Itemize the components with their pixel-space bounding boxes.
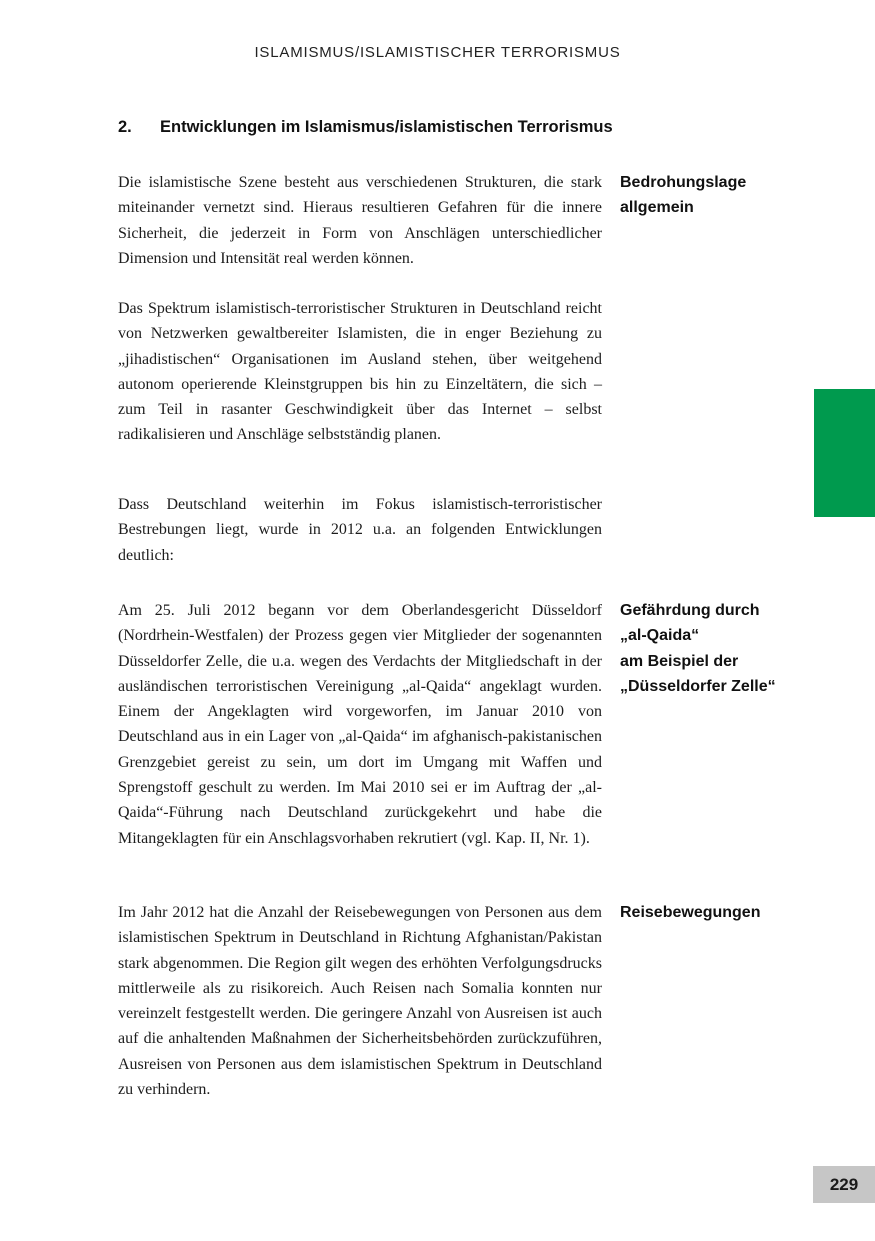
- body-paragraph: Im Jahr 2012 hat die Anzahl der Reisebewegungen von Personen aus dem islamistischen Spektrum in Deutschland in Richtung Afghanistan/Pakistan stark abgenommen. Die Region gilt wegen des erhöhten Verfolgungsdrucks mittlerweile als zu risikoreich. Auch Reisen nach Somalia konnten nur vereinzelt festgestellt werden. Die geringere Anzahl von Ausreisen ist auch auf die anhaltenden Maßnahmen der Sicherheitsbehörden zurückzuführen, Ausreisen von Personen aus dem islamistischen Spektrum in Deutschland zu verhindern.: [118, 904, 602, 1099]
- margin-note: [620, 598, 870, 699]
- margin-note: [620, 170, 870, 221]
- margin-note-line: „al-Qaida“: [620, 627, 700, 645]
- section-heading: [118, 118, 658, 137]
- section-title: Entwicklungen im Islamismus/islamistischen Terrorismus: [160, 118, 613, 136]
- margin-note-line: „Düsseldorfer Zelle“: [620, 677, 776, 695]
- page-number: 229: [829, 1174, 859, 1194]
- chapter-edge-tab: [814, 389, 875, 517]
- body-paragraph: Das Spektrum islamistisch-terroristischer Strukturen in Deutschland reicht von Netzwerken gewaltbereiter Islamisten, die in enger Beziehung zu „jihadistischen“ Organisationen im Ausland stehen, über weitgehend autonom operierende Kleinstgruppen bis hin zu Einzeltätern, die sich – zum Teil in rasanter Geschwindigkeit über das Internet – selbst radikalisieren und Anschläge selbstständig planen.: [118, 300, 602, 444]
- page-number-badge: [813, 1166, 875, 1203]
- margin-note-line: allgemein: [620, 199, 694, 217]
- body-paragraph: Dass Deutschland weiterhin im Fokus islamistisch-terroristischer Bestrebungen liegt, wurde in 2012 u.a. an folgenden Entwicklungen deutlich:: [118, 496, 602, 564]
- margin-note: [620, 900, 870, 925]
- body-paragraph: Am 25. Juli 2012 begann vor dem Oberlandesgericht Düsseldorf (Nordrhein-Westfalen) der Prozess gegen vier Mitglieder der sogenannten Düsseldorfer Zelle, die u.a. wegen des Verdachts der Mitgliedschaft in der ausländischen terroristischen Vereinigung „al-Qaida“ angeklagt wurden. Einem der Angeklagten wird vorgeworfen, im Januar 2010 von Deutschland aus in ein Lager von „al-Qaida“ im afghanisch-pakistanischen Grenzgebiet gereist zu sein, um dort im Umgang mit Waffen und Sprengstoff geschult zu werden. Im Mai 2010 sei er im Auftrag der „al-Qaida“-Führung nach Deutschland zurückgekehrt und habe die Mitangeklagten für ein Anschlagsvorhaben rekrutiert (vgl. Kap. II, Nr. 1).: [118, 602, 602, 847]
- body-paragraph: Die islamistische Szene besteht aus verschiedenen Strukturen, die stark miteinander vernetzt sind. Hieraus resultieren Gefahren für die innere Sicherheit, die jederzeit in Form von Anschlägen unterschiedlicher Dimension und Intensität real werden können.: [118, 174, 602, 267]
- margin-note-line: Reisebewegungen: [620, 904, 761, 921]
- margin-note-line: am Beispiel der: [620, 652, 739, 670]
- margin-note-line: Gefährdung durch: [620, 602, 760, 619]
- section-number: 2.: [118, 118, 132, 136]
- margin-note-line: Bedrohungslage: [620, 174, 747, 191]
- running-header: ISLAMISMUS/ISLAMISTISCHER TERRORISMUS: [254, 44, 621, 61]
